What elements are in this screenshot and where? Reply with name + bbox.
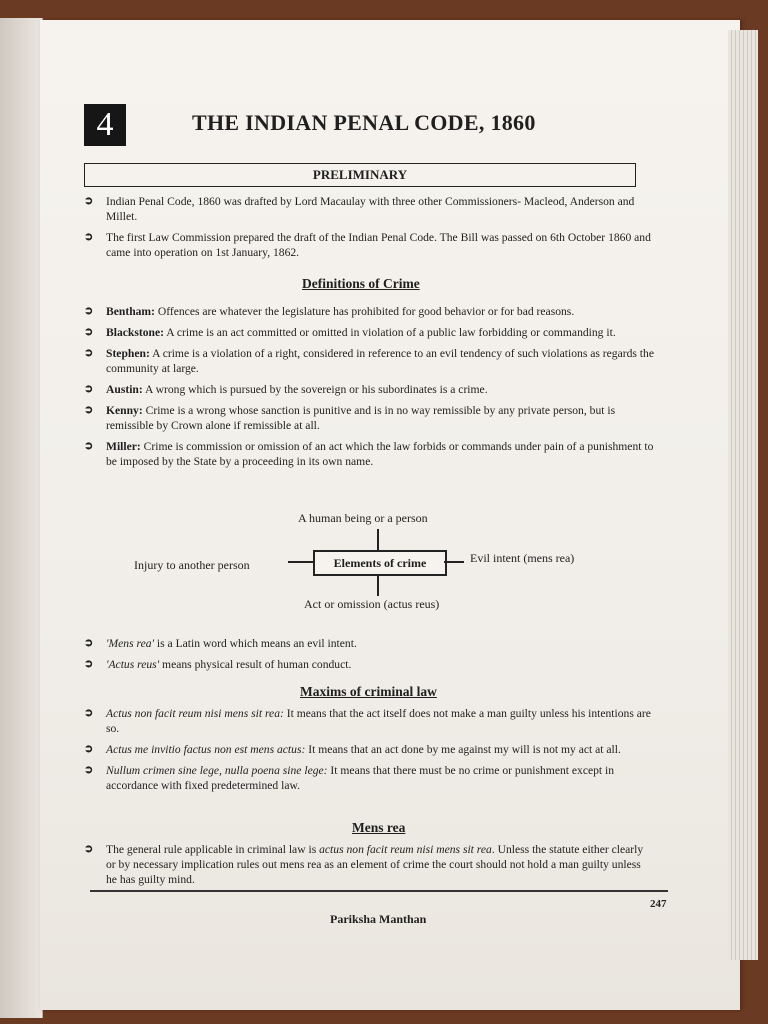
maxims-list [84, 706, 654, 799]
maxim-term: Nullum crimen sine lege, nulla poena sine lege: [106, 764, 328, 777]
list-item [84, 194, 654, 224]
definitions-list [84, 304, 654, 475]
mens-rea-text-before: The general rule applicable in criminal law is [106, 843, 320, 856]
diagram-top-label: A human being or a person [298, 511, 428, 525]
list-item [84, 636, 654, 651]
footer-divider [90, 890, 668, 892]
list-item [84, 439, 654, 469]
diagram-connector-bottom [377, 574, 379, 596]
latin-text: means physical result of human conduct. [159, 658, 352, 671]
arrow-bullet-icon: ➲ [84, 195, 94, 207]
heading-definitions: Definitions of Crime [302, 276, 420, 291]
list-item [84, 842, 654, 887]
mens-rea-list [84, 842, 654, 893]
list-item [84, 706, 654, 736]
diagram-bottom-label: Act or omission (actus reus) [304, 597, 440, 611]
list-item [84, 304, 654, 319]
definition-term: Stephen: [106, 347, 150, 360]
chapter-number: 4 [84, 104, 126, 146]
definition-text: Crime is a wrong whose sanction is punitive and is in no way remissible by any private person, but is remissible by Crown alone if remissible at all. [106, 404, 616, 432]
section-preliminary: PRELIMINARY [84, 163, 636, 187]
diagram-connector-right [444, 561, 464, 563]
arrow-bullet-icon: ➲ [84, 231, 94, 243]
definition-term: Miller: [106, 440, 141, 453]
chapter-title: THE INDIAN PENAL CODE, 1860 [192, 110, 536, 135]
arrow-bullet-icon: ➲ [84, 326, 94, 338]
definition-term: Kenny: [106, 404, 143, 417]
heading-mens-rea: Mens rea [352, 820, 406, 835]
arrow-bullet-icon: ➲ [84, 764, 94, 776]
latin-term: 'Actus reus' [106, 658, 160, 671]
mens-rea-text-after: . Unless the statute either clearly or by necessary implication rules out mens rea as an element of crime the court should not hold a man guilty unless he has guilty mind. [106, 843, 644, 886]
publisher-name: Pariksha Manthan [330, 912, 427, 926]
list-item [84, 382, 654, 397]
mens-rea-term: actus non facit reum nisi mens sit rea [319, 843, 492, 856]
arrow-bullet-icon: ➲ [84, 707, 94, 719]
latin-term: 'Mens rea' [106, 637, 154, 650]
arrow-bullet-icon: ➲ [84, 743, 94, 755]
diagram-right-label: Evil intent (mens rea) [470, 551, 575, 565]
definition-text: Offences are whatever the legislature has prohibited for good behavior or for bad reasons. [154, 305, 575, 318]
maxim-text: It means that the act itself does not make a man guilty unless his intentions are so. [106, 707, 651, 735]
maxim-term: Actus non facit reum nisi mens sit rea: [106, 707, 284, 720]
definition-text: A crime is an act committed or omitted in violation of a public law forbidding or commanding it. [163, 326, 616, 339]
definition-term: Blackstone: [106, 326, 164, 339]
diagram-center-box: Elements of crime [313, 550, 447, 576]
list-item [84, 403, 654, 433]
maxim-text: It means that an act done by me against my will is not my act at all. [305, 743, 621, 756]
arrow-bullet-icon: ➲ [84, 440, 94, 452]
diagram-connector-left [288, 561, 314, 563]
definition-text: Crime is commission or omission of an act which the law forbids or commands under pain of a punishment to be imposed by the State by a proceeding in its own name. [106, 440, 654, 468]
arrow-bullet-icon: ➲ [84, 383, 94, 395]
list-item [84, 325, 654, 340]
list-item [84, 657, 654, 672]
diagram-left-label: Injury to another person [134, 558, 250, 572]
maxim-term: Actus me invitio factus non est mens actus: [106, 743, 306, 756]
list-item [84, 230, 654, 260]
arrow-bullet-icon: ➲ [84, 637, 94, 649]
latin-text: is a Latin word which means an evil intent. [154, 637, 357, 650]
preliminary-list [84, 194, 654, 266]
maxim-text: It means that there must be no crime or punishment except in accordance with fixed predetermined law. [106, 764, 615, 792]
page-stack-edge [728, 30, 758, 960]
definition-term: Bentham: [106, 305, 155, 318]
list-item [84, 742, 654, 757]
definition-text: A crime is a violation of a right, considered in reference to an evil tendency of such violations as regards the community at large. [106, 347, 654, 375]
arrow-bullet-icon: ➲ [84, 658, 94, 670]
list-item [84, 346, 654, 376]
arrow-bullet-icon: ➲ [84, 404, 94, 416]
heading-maxims: Maxims of criminal law [300, 684, 437, 699]
arrow-bullet-icon: ➲ [84, 347, 94, 359]
latin-terms-list [84, 636, 654, 678]
elements-of-crime-diagram [120, 505, 600, 615]
definition-text: A wrong which is pursued by the sovereign or his subordinates is a crime. [142, 383, 488, 396]
diagram-connector-top [377, 529, 379, 551]
arrow-bullet-icon: ➲ [84, 305, 94, 317]
item-text: Indian Penal Code, 1860 was drafted by Lord Macaulay with three other Commissioners- Macleod, Anderson and Millet. [106, 195, 635, 223]
item-text: The first Law Commission prepared the draft of the Indian Penal Code. The Bill was passed on 6th October 1860 and came into operation on 1st January, 1862. [106, 231, 651, 259]
list-item [84, 763, 654, 793]
page-number: 247 [650, 898, 667, 910]
arrow-bullet-icon: ➲ [84, 843, 94, 855]
left-page-edge [0, 18, 43, 1018]
definition-term: Austin: [106, 383, 143, 396]
